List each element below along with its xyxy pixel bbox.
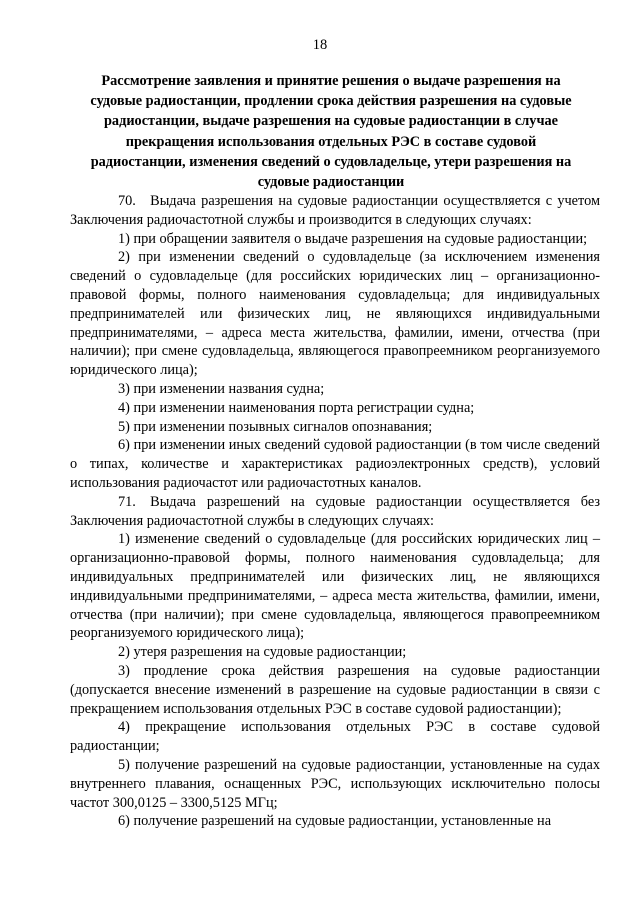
list-item: 1) при обращении заявителя о выдаче разрешения на судовые радиостанции; (118, 230, 588, 247)
list-item: 4) прекращение использования отдельных РЭС в составе судовой радиостанции; (70, 719, 600, 755)
paragraph-70: 70. Выдача разрешения на судовые радиостанции осуществляется с учетом Заключения радиочастотной службы и производится в следующих случаях: (70, 193, 600, 228)
paragraph-71: 71. Выдача разрешений на судовые радиостанции осуществляется без Заключения радиочастотной службы в следующих случаях: (70, 493, 600, 529)
list-item: 4) при изменении наименования порта регистрации судна; (118, 399, 475, 416)
heading-line: судовые радиостанции, продлении срока действия разрешения на судовые (90, 93, 572, 110)
heading-line: Рассмотрение заявления и принятие решения о выдаче разрешения на (101, 73, 561, 89)
list-item: 5) получение разрешений на судовые радиостанции, установленные на судах внутреннего плавания, оснащенных РЭС, использующих исключительно полосы частот 300,0125 – 3300,5125 МГц; (70, 756, 600, 811)
heading-line: радиостанции, выдаче разрешения на судовые радиостанции в случае (103, 113, 559, 130)
list-item: 6) получение разрешений на судовые радиостанции, установленные на (118, 813, 552, 830)
list-item: 1) изменение сведений о судовладельце (для российских юридических лиц – организационно-правовой формы, полного наименования судовладельца; для индивидуальных предпринимателей или физических лиц, не являющихся индивидуальными предпринимателями, – адреса места жительства, фамилии, имени, отчества (при наличии); при смене судовладельца, являющегося правопреемником реорганизуемого юридического лица); (70, 531, 600, 642)
list-item: 3) продление срока действия разрешения на судовые радиостанции (допускается внесение изменений в разрешение на судовые радиостанции в связи с прекращением использования отдельных РЭС в составе судовой радиостанции); (70, 662, 600, 717)
heading-line: судовые радиостанции (257, 174, 405, 191)
heading-line: прекращения использования отдельных РЭС в составе судовой (125, 133, 537, 150)
list-item: 3) при изменении названия судна; (118, 380, 325, 397)
list-item: 6) при изменении иных сведений судовой радиостанции (в том числе сведений о типах, количестве и характеристиках радиоэлектронных средств), условий использования радиочастот или радиочастотных каналов. (70, 437, 600, 491)
list-item: 5) при изменении позывных сигналов опознавания; (118, 418, 433, 435)
list-item: 2) утеря разрешения на судовые радиостанции; (118, 644, 407, 661)
page-number: 18 (312, 37, 328, 53)
list-item: 2) при изменении сведений о судовладельце (за исключением изменения сведений о судовладельце (для российских юридических лиц – организационно-правовой формы, полного наименования судовладельца; для индивидуальных предпринимателей или физических лиц, не являющихся индивидуальными предпринимателями, – адреса места жительства, фамилии, имени, отчества (при наличии); при смене судовладельца, являющегося правопреемником реорганизуемого юридического лица); (70, 249, 600, 379)
section-heading (90, 71, 572, 192)
heading-line: радиостанции, изменения сведений о судовладельце, утери разрешения на (90, 153, 572, 170)
body-text (70, 192, 600, 831)
